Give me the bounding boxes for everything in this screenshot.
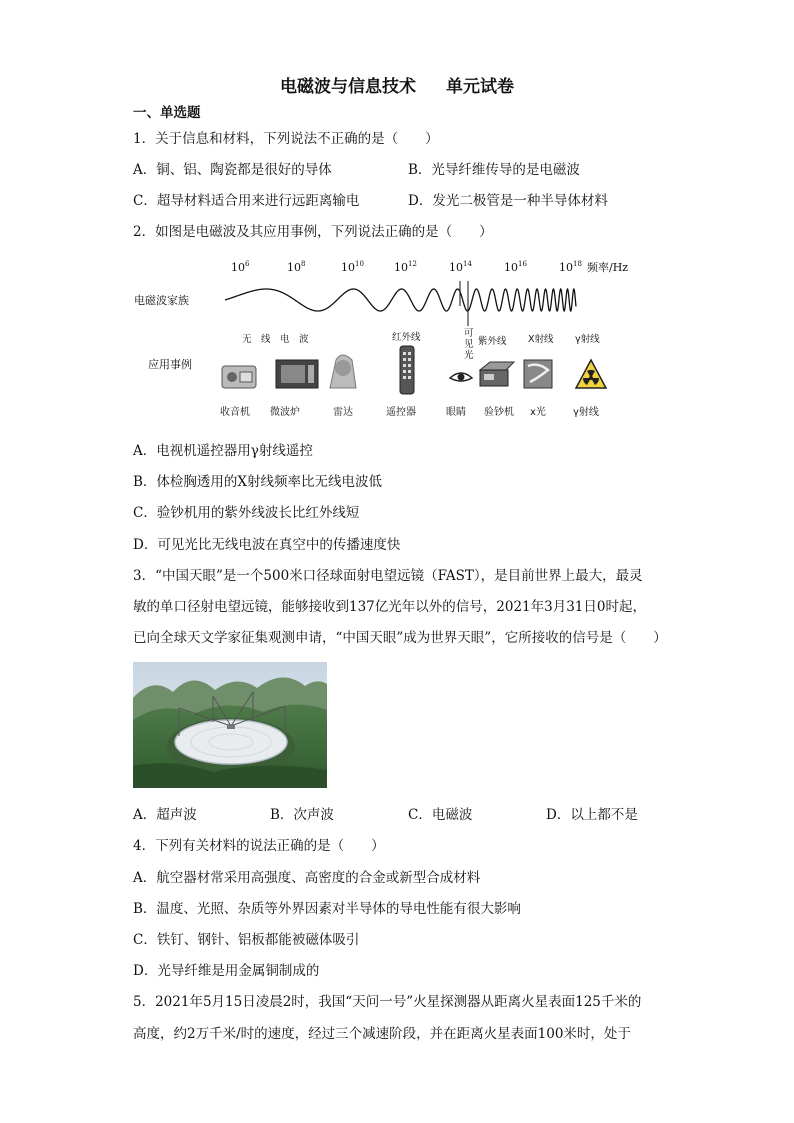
freq-label-2: $10^8$ — [287, 260, 306, 274]
title-sub: 单元试卷 — [446, 77, 514, 97]
q5-line-1: 5．2021年5月15日凌晨2时，我国“天问一号”火星探测器从距离火星表面125千米的 — [133, 994, 642, 1010]
q4-option-d: D．光导纤维是用金属铜制成的 — [133, 963, 320, 979]
band-gamma: γ射线 — [575, 334, 600, 345]
example-xray: x光 — [530, 407, 546, 418]
freq-label-4: $10^{12}$ — [394, 260, 417, 274]
q4-option-b: B．温度、光照、杂质等外界因素对半导体的导电性能有很大影响 — [133, 901, 521, 917]
example-microwave: 微波炉 — [270, 407, 300, 418]
band-visible-2: 见 — [464, 339, 474, 350]
freq-label-6: $10^{16}$ — [504, 260, 527, 274]
example-radio: 收音机 — [220, 407, 250, 418]
q1-option-b: B．光导纤维传导的是电磁波 — [408, 162, 580, 178]
band-xray: X射线 — [528, 334, 554, 345]
microwave-icon — [276, 360, 318, 388]
q4-option-c: C．铁钉、钢针、铝板都能被磁体吸引 — [133, 932, 360, 948]
q1-option-d: D．发光二极管是一种半导体材料 — [408, 193, 608, 209]
title-main: 电磁波与信息技术 — [280, 77, 416, 97]
freq-unit-label: 频率/Hz — [587, 261, 629, 274]
q2-option-d: D．可见光比无线电波在真空中的传播速度快 — [133, 537, 401, 553]
q3-option-d: D．以上都不是 — [546, 807, 638, 823]
band-infrared: 红外线 — [392, 332, 421, 343]
freq-label-1: $10^6$ — [231, 260, 250, 274]
q4-stem: 4．下列有关材料的说法正确的是（ ） — [133, 838, 385, 854]
freq-label-5: $10^{14}$ — [449, 260, 472, 274]
eye-icon — [450, 373, 472, 381]
fast-telescope-photo — [133, 662, 327, 788]
q3-option-a: A．超声波 — [133, 807, 197, 823]
q3-line-1: 3．“中国天眼”是一个500米口径球面射电望远镜（FAST），是目前世界上最大，最灵 — [133, 568, 643, 584]
radiation-icon — [576, 360, 606, 388]
row-label-family: 电磁波家族 — [134, 294, 189, 307]
example-gamma: γ射线 — [573, 407, 599, 418]
xray-icon — [524, 360, 552, 388]
money-detector-icon — [480, 362, 514, 386]
q5-line-2: 高度，约2万千米/时的速度，经过三个减速阶段，并在距离火星表面100米时，处于 — [133, 1026, 631, 1042]
em-wave — [225, 289, 576, 311]
q3-option-b: B．次声波 — [270, 807, 334, 823]
q3-line-2: 敏的单口径射电望远镜，能够接收到137亿光年以外的信号，2021年3月31日0时起， — [133, 599, 646, 615]
radar-icon — [330, 355, 356, 388]
band-ultraviolet: 紫外线 — [478, 336, 507, 347]
freq-label-7: $10^{18}$ — [559, 260, 582, 274]
band-visible-3: 光 — [464, 350, 474, 361]
q1-stem: 1．关于信息和材料，下列说法不正确的是（ ） — [133, 131, 439, 147]
example-remote: 遥控器 — [386, 407, 416, 418]
q1-option-a: A．铜、铝、陶瓷都是很好的导体 — [133, 162, 332, 178]
q3-option-c: C．电磁波 — [408, 807, 473, 823]
remote-control-icon — [400, 346, 414, 394]
row-label-examples: 应用事例 — [148, 358, 192, 371]
band-visible-1: 可 — [464, 328, 474, 339]
example-eye: 眼睛 — [446, 407, 466, 418]
freq-label-3: $10^{10}$ — [341, 260, 364, 274]
radio-icon — [222, 366, 256, 388]
q2-option-c: C．验钞机用的紫外线波长比红外线短 — [133, 505, 360, 521]
example-money-detector: 验钞机 — [484, 407, 514, 418]
q2-stem: 2．如图是电磁波及其应用事例，下列说法正确的是（ ） — [133, 224, 493, 240]
band-radio: 无 线 电 波 — [242, 334, 309, 345]
page-title — [0, 72, 794, 97]
q3-line-3: 已向全球天文学家征集观测申请，“中国天眼”成为世界天眼”，它所接收的信号是（ ） — [133, 630, 667, 646]
em-spectrum-figure — [130, 254, 670, 424]
section-heading: 一、单选题 — [133, 105, 201, 121]
q2-option-a: A．电视机遥控器用γ射线遥控 — [133, 443, 313, 459]
q4-option-a: A．航空器材常采用高强度、高密度的合金或新型合成材料 — [133, 870, 481, 886]
q2-option-b: B．体检胸透用的X射线频率比无线电波低 — [133, 474, 383, 490]
example-radar: 雷达 — [333, 407, 353, 418]
q1-option-c: C．超导材料适合用来进行远距离输电 — [133, 193, 360, 209]
